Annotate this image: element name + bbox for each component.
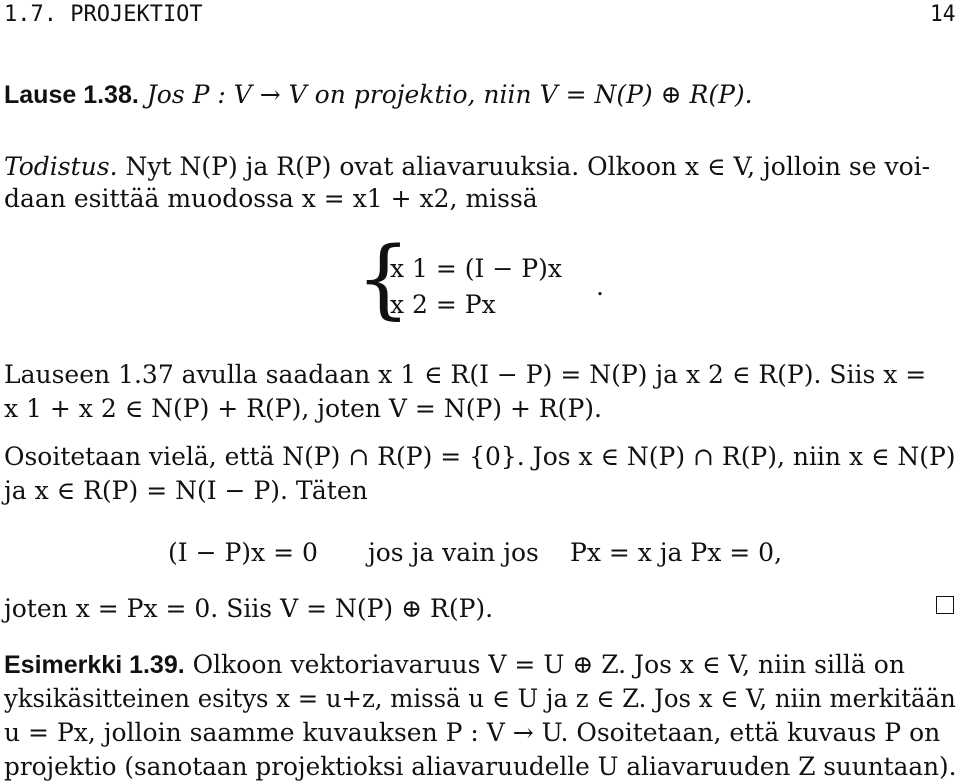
proof-line-1 — [4, 152, 930, 182]
paragraph-3-line-2: ja x ∈ R(P) = N(I − P). Täten — [4, 476, 368, 505]
display-left: (I − P)x = 0 — [168, 538, 318, 567]
left-brace-symbol: { — [356, 229, 411, 329]
theorem-label: Lause 1.38. — [4, 81, 139, 109]
theorem-statement: Jos P : V → V on projektio, niin V = N(P) ⊕ R(P). — [146, 80, 753, 109]
system-equation-1: x 1 = (I − P)x — [390, 254, 562, 283]
section-header: 1.7. PROJEKTIOT — [4, 2, 203, 27]
qed-square-icon — [936, 596, 954, 614]
display-right: Px = x ja Px = 0, — [570, 538, 783, 567]
proof-label: Todistus. — [4, 152, 118, 181]
paragraph-3-line-1: Osoitetaan vielä, että N(P) ∩ R(P) = {0}. Jos x ∈ N(P) ∩ R(P), niin x ∈ N(P) — [4, 442, 956, 471]
page-number: 14 — [930, 2, 956, 27]
example-line-2: yksikäsitteinen esitys x = u+z, missä u ∈ U ja z ∈ Z. Jos x ∈ V, niin merkitään — [4, 684, 956, 713]
proof-conclusion: joten x = Px = 0. Siis V = N(P) ⊕ R(P). — [4, 594, 494, 623]
example-line-4: projektio (sanotaan projektioksi aliavaruudelle U aliavaruuden Z suuntaan). — [4, 752, 957, 781]
example-line-1 — [4, 650, 905, 680]
proof-line-2: daan esittää muodossa x = x1 + x2, missä — [4, 184, 538, 213]
system-period: . — [596, 272, 604, 301]
paragraph-2-line-2: x 1 + x 2 ∈ N(P) + R(P), joten V = N(P) + R(P). — [4, 394, 602, 423]
paragraph-2-line-1: Lauseen 1.37 avulla saadaan x 1 ∈ R(I − P) = N(P) ja x 2 ∈ R(P). Siis x = — [4, 360, 927, 389]
theorem — [4, 80, 753, 110]
proof-text-1: Nyt N(P) ja R(P) ovat aliavaruuksia. Olkoon x ∈ V, jolloin se voi- — [125, 152, 931, 181]
example-text-1: Olkoon vektoriavaruus V = U ⊕ Z. Jos x ∈ V, niin sillä on — [192, 650, 905, 679]
example-line-3: u = Px, jolloin saamme kuvauksen P : V → U. Osoitetaan, että kuvaus P on — [4, 718, 941, 747]
example-label: Esimerkki 1.39. — [4, 651, 185, 679]
display-middle: jos ja vain jos — [368, 538, 539, 567]
system-equation-2: x 2 = Px — [390, 290, 496, 319]
